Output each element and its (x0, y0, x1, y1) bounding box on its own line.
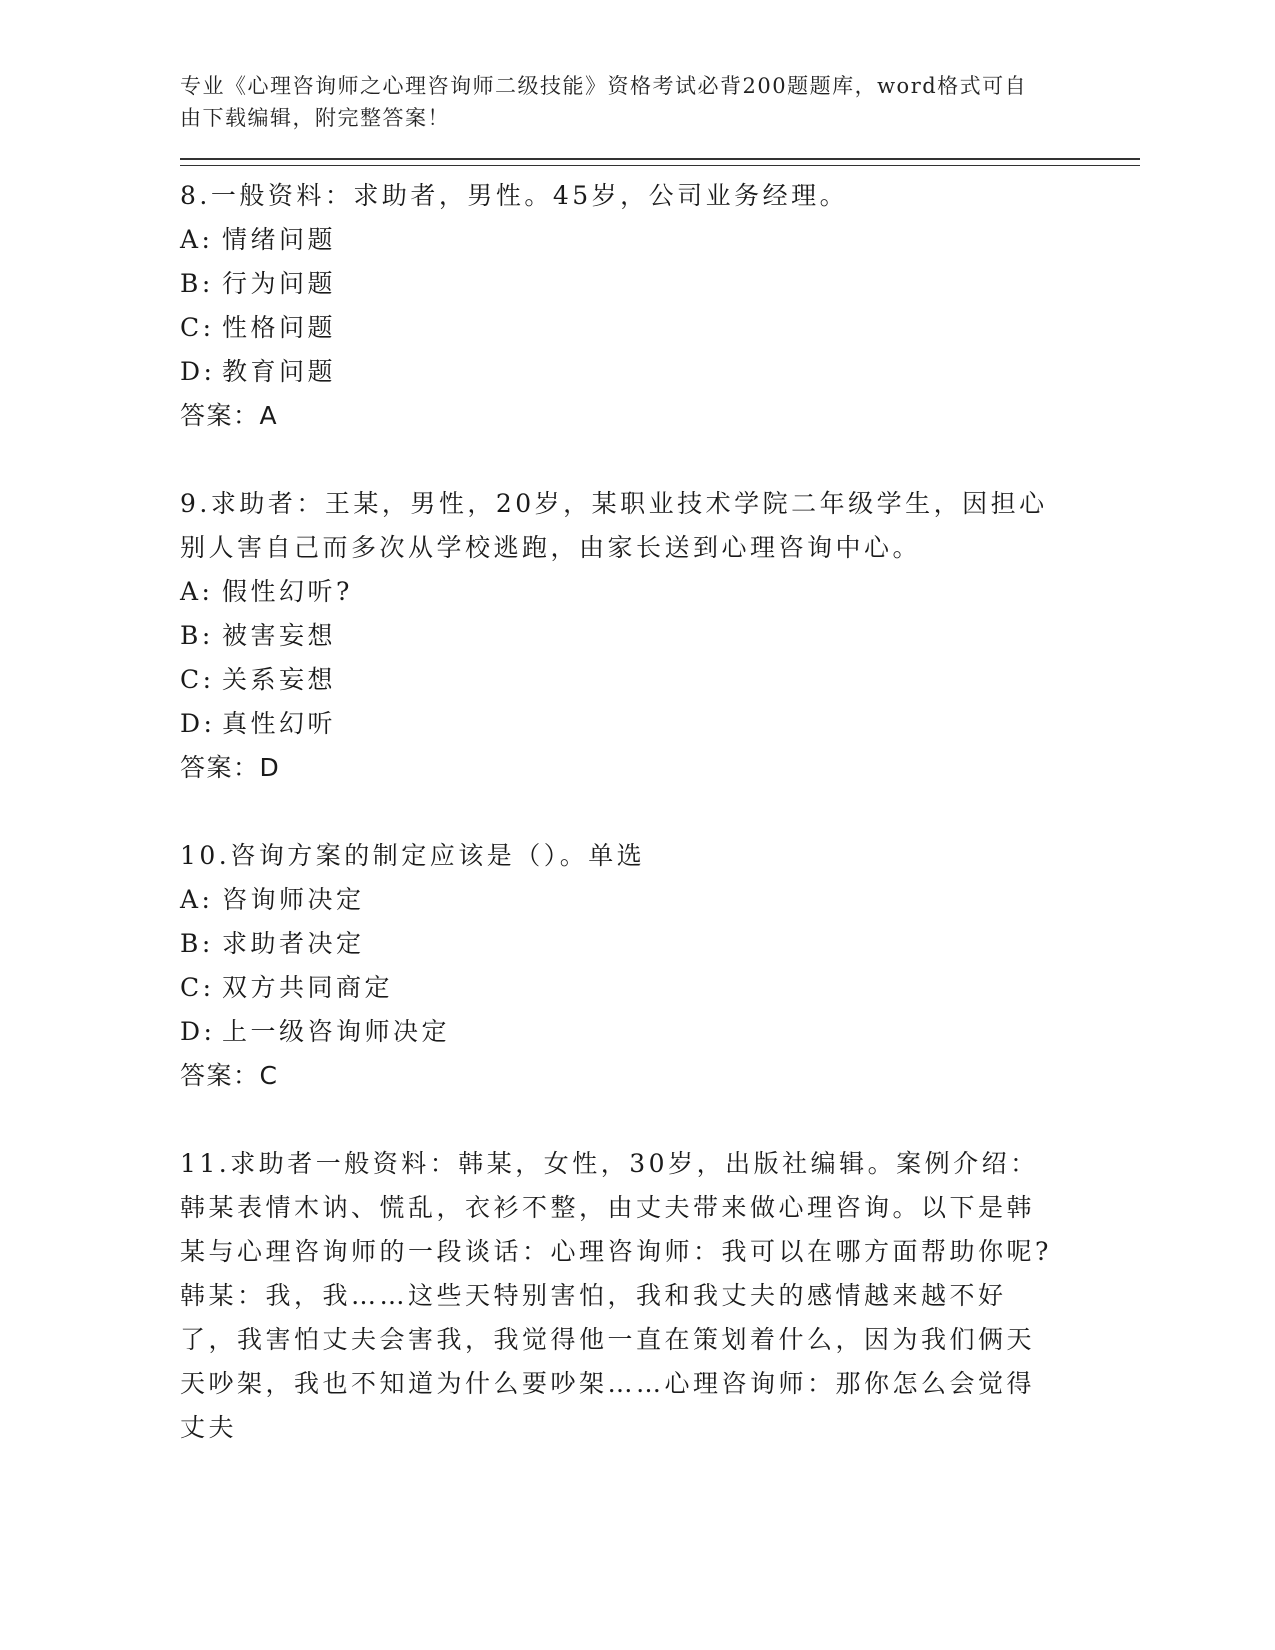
option-text: 被害妄想 (222, 621, 337, 650)
option-c (180, 658, 1140, 702)
option-d (180, 350, 1140, 394)
option-text: 性格问题 (222, 313, 337, 342)
question-9 (180, 482, 1140, 790)
option-text: 教育问题 (222, 357, 337, 386)
option-letter: B: (180, 269, 214, 298)
option-c (180, 306, 1140, 350)
option-text: 求助者决定 (222, 929, 365, 958)
option-letter: A: (180, 225, 214, 254)
answer-line: 答案：D (180, 753, 281, 782)
option-text: 双方共同商定 (222, 973, 394, 1002)
question-stem: 11.求助者一般资料：韩某，女性，30岁，出版社编辑。案例介绍：韩某表情木讷、慌乱，衣衫不整，由丈夫带来做心理咨询。以下是韩某与心理咨询师的一段谈话：心理咨询师：我可以在哪方面帮助你呢?韩某：我，我……这些天特别害怕，我和我丈夫的感情越来越不好了，我害怕丈夫会害我，我觉得他一直在策划着什么，因为我们俩天天吵架，我也不知道为什么要吵架……心理咨询师：那你怎么会觉得丈夫 (180, 1149, 1052, 1442)
option-b (180, 262, 1140, 306)
question-stem: 9.求助者：王某，男性，20岁，某职业技术学院二年级学生，因担心别人害自己而多次从学校逃跑，由家长送到心理咨询中心。 (180, 489, 1048, 562)
option-text: 真性幻听 (222, 709, 337, 738)
option-text: 关系妄想 (222, 665, 337, 694)
answer-line: 答案：C (180, 1061, 279, 1090)
question-stem: 8.一般资料：求助者，男性。45岁，公司业务经理。 (180, 181, 849, 210)
option-text: 上一级咨询师决定 (222, 1017, 451, 1046)
option-a (180, 570, 1140, 614)
header-divider (180, 158, 1140, 166)
option-letter: B: (180, 929, 214, 958)
option-letter: D: (180, 709, 216, 738)
option-a (180, 878, 1140, 922)
option-d (180, 702, 1140, 746)
option-letter: D: (180, 357, 216, 386)
option-letter: B: (180, 621, 214, 650)
option-text: 情绪问题 (222, 225, 337, 254)
document-page (180, 70, 1140, 1450)
answer-line: 答案：A (180, 401, 279, 430)
option-letter: C: (180, 313, 215, 342)
option-b (180, 922, 1140, 966)
question-8 (180, 174, 1140, 438)
option-letter: D: (180, 1017, 216, 1046)
question-stem: 10.咨询方案的制定应该是（）。单选 (180, 841, 646, 870)
option-letter: A: (180, 577, 214, 606)
option-c (180, 966, 1140, 1010)
option-d (180, 1010, 1140, 1054)
option-letter: A: (180, 885, 214, 914)
document-header: 专业《心理咨询师之心理咨询师二级技能》资格考试必背200题题库，word格式可自由下载编辑，附完整答案！ (180, 74, 1028, 130)
option-text: 假性幻听? (222, 577, 353, 606)
option-b (180, 614, 1140, 658)
option-text: 咨询师决定 (222, 885, 365, 914)
option-text: 行为问题 (222, 269, 337, 298)
question-10 (180, 834, 1140, 1098)
option-letter: C: (180, 665, 215, 694)
question-11 (180, 1142, 1140, 1450)
option-letter: C: (180, 973, 215, 1002)
option-a (180, 218, 1140, 262)
